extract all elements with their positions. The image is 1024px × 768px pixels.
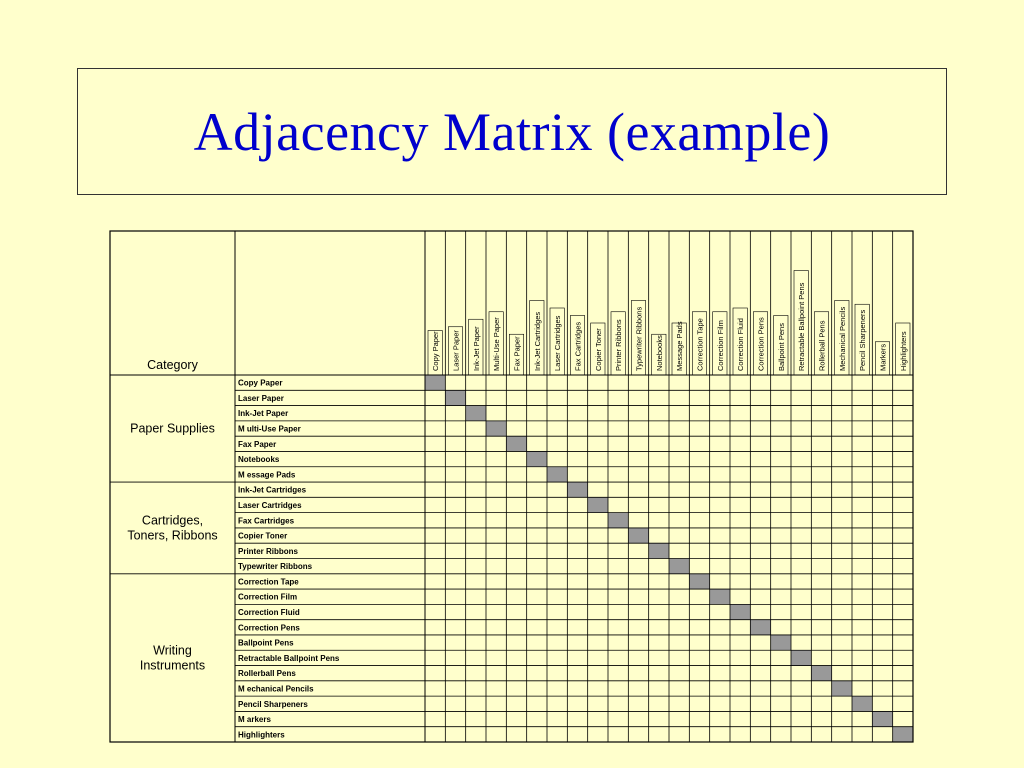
row-label: Printer Ribbons xyxy=(238,546,299,556)
shaded-cell xyxy=(445,390,465,405)
column-label: Fax Paper xyxy=(512,336,522,371)
row-label: Ink-Jet Cartridges xyxy=(238,485,307,495)
shaded-cell xyxy=(811,666,831,681)
column-label: Multi-Use Paper xyxy=(492,317,502,371)
shaded-cell xyxy=(628,528,648,543)
row-label: M essage Pads xyxy=(238,470,296,480)
row-label: Typewriter Ribbons xyxy=(238,562,313,572)
shaded-cell xyxy=(466,406,486,421)
shaded-cell xyxy=(425,375,445,390)
shaded-cell xyxy=(893,727,913,742)
row-label: Highlighters xyxy=(238,730,285,740)
row-label: Ink-Jet Paper xyxy=(238,409,289,419)
row-label: Correction Fluid xyxy=(238,608,300,618)
shaded-cell xyxy=(791,650,811,665)
shaded-cell xyxy=(567,482,587,497)
column-label: Markers xyxy=(878,343,888,371)
shaded-cell xyxy=(588,497,608,512)
column-label: Mechanical Pencils xyxy=(837,306,847,371)
column-label: Laser Cartridges xyxy=(553,315,563,371)
row-label: Pencil Sharpeners xyxy=(238,699,308,709)
group-label: Cartridges, xyxy=(141,513,204,528)
column-label: Ink-Jet Paper xyxy=(471,326,481,371)
shaded-cell xyxy=(649,543,669,558)
column-label: Correction Film xyxy=(715,320,725,371)
shaded-cell xyxy=(669,559,689,574)
column-label: Correction Fluid xyxy=(736,318,746,371)
column-label: Laser Paper xyxy=(451,330,461,371)
shaded-cell xyxy=(527,451,547,466)
row-label: Retractable Ballpoint Pens xyxy=(238,653,340,663)
shaded-cell xyxy=(689,574,709,589)
row-label: Correction Tape xyxy=(238,577,299,587)
column-label: Copy Paper xyxy=(431,331,441,371)
column-label: Correction Pens xyxy=(756,317,766,371)
column-label: Highlighters xyxy=(898,331,908,371)
shaded-cell xyxy=(872,711,892,726)
shaded-cell xyxy=(750,620,770,635)
column-label: Ink-Jet Cartridges xyxy=(532,311,542,371)
category-header: Category xyxy=(147,358,198,372)
row-label: Laser Paper xyxy=(238,393,284,403)
shaded-cell xyxy=(771,635,791,650)
row-label: M echanical Pencils xyxy=(238,684,314,694)
row-label: Correction Pens xyxy=(238,623,300,633)
row-label: Laser Cartridges xyxy=(238,500,302,510)
column-label: Typewriter Ribbons xyxy=(634,306,644,371)
row-label: Fax Paper xyxy=(238,439,277,449)
group-label: Toners, Ribbons xyxy=(127,528,218,543)
column-label: Rollerball Pens xyxy=(817,320,827,371)
shaded-cell xyxy=(506,436,526,451)
row-label: Notebooks xyxy=(238,455,280,465)
row-label: Fax Cartridges xyxy=(238,516,295,526)
row-label: Copier Toner xyxy=(238,531,288,541)
shaded-cell xyxy=(486,421,506,436)
column-label: Correction Tape xyxy=(695,318,705,371)
column-label: Pencil Sharpeners xyxy=(858,309,868,371)
shaded-cell xyxy=(608,513,628,528)
column-label: Printer Ribbons xyxy=(614,319,624,371)
shaded-cell xyxy=(547,467,567,482)
row-label: Rollerball Pens xyxy=(238,669,296,679)
row-label: Copy Paper xyxy=(238,378,283,388)
group-label: Instruments xyxy=(139,658,206,673)
row-label: Correction Film xyxy=(238,592,298,602)
column-label: Message Pads xyxy=(675,321,685,371)
group-label: Paper Supplies xyxy=(130,421,215,436)
group-label: Writing xyxy=(153,643,192,658)
column-label: Retractable Ballpoint Pens xyxy=(797,282,807,371)
row-label: Ballpoint Pens xyxy=(238,638,294,648)
column-label: Fax Cartridges xyxy=(573,321,583,371)
row-label: M arkers xyxy=(238,715,271,725)
slide-title: Adjacency Matrix (example) xyxy=(193,101,831,162)
column-label: Notebooks xyxy=(654,335,664,371)
shaded-cell xyxy=(852,696,872,711)
row-label: M ulti-Use Paper xyxy=(238,424,301,434)
shaded-cell xyxy=(730,604,750,619)
shaded-cell xyxy=(832,681,852,696)
column-label: Ballpoint Pens xyxy=(776,323,786,371)
shaded-cell xyxy=(710,589,730,604)
column-label: Copier Toner xyxy=(593,328,603,371)
